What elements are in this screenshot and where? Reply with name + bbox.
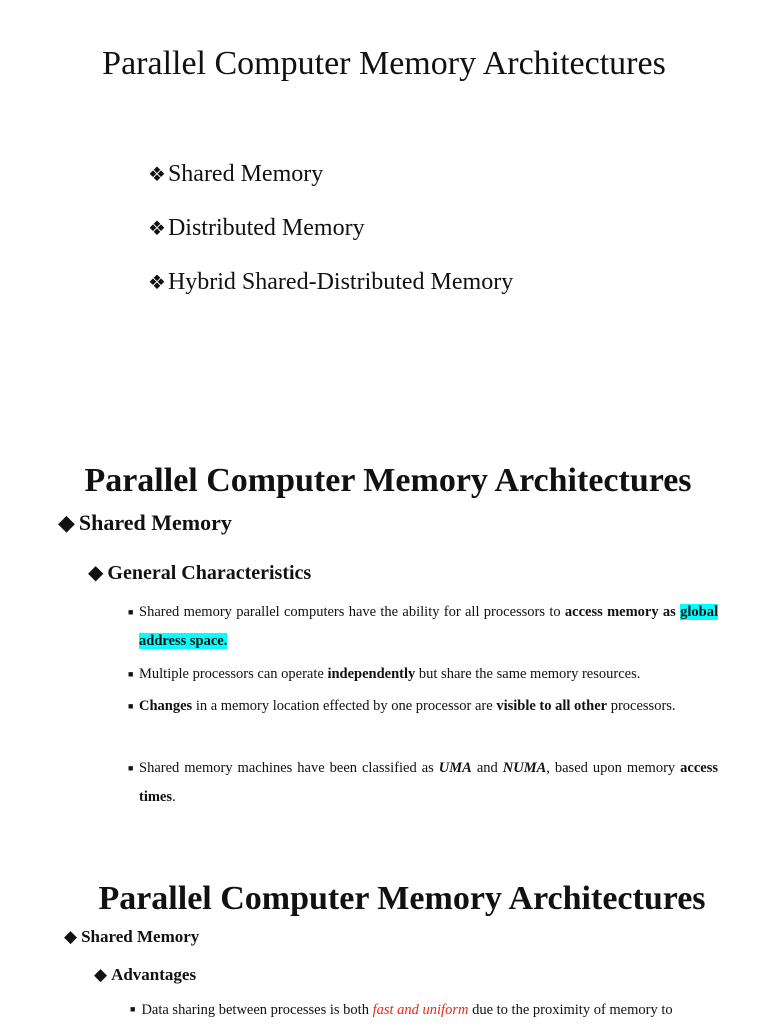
slide2-heading-label: Shared Memory — [78, 510, 232, 535]
slide3-point — [130, 996, 750, 1025]
text-run: due to the proximity of memory to — [468, 1002, 673, 1018]
text-run: . — [172, 789, 176, 805]
point-text — [139, 692, 718, 721]
slide2-subheading — [88, 557, 311, 588]
text-run: Multiple processors can operate — [139, 666, 328, 682]
point-text — [139, 598, 718, 656]
four-diamond-icon: ❖ — [148, 270, 166, 294]
slide1-item-label: Hybrid Shared-Distributed Memory — [167, 269, 514, 295]
point-text — [139, 754, 718, 812]
four-diamond-icon: ❖ — [148, 216, 166, 240]
text-run: Data sharing between processes is both — [141, 1002, 373, 1018]
slide3-subheading-label: Advantages — [111, 965, 197, 984]
text-run-bold: Changes — [139, 698, 193, 714]
text-run-red-italic: fast and uniform — [372, 1002, 469, 1018]
slide1-item-distributed-memory — [148, 212, 365, 244]
text-run: processors. — [607, 698, 676, 714]
text-run: Shared memory parallel computers have the ability for all processors to — [139, 604, 565, 620]
text-run-bold-italic: NUMA — [502, 760, 547, 776]
text-run-bold: access times — [139, 760, 718, 805]
slide3-subheading — [94, 961, 196, 989]
diamond-bullet-icon: ◆ — [88, 560, 104, 584]
text-run: but share the same memory resources. — [415, 666, 641, 682]
slide3-heading — [64, 923, 199, 951]
slide1-item-label: Distributed Memory — [167, 215, 365, 241]
four-diamond-icon: ❖ — [148, 162, 166, 186]
square-bullet-icon: ■ — [128, 763, 134, 773]
text-run: and — [471, 760, 503, 776]
text-run-bold: visible to all other — [496, 698, 608, 714]
text-run-bold-italic: UMA — [438, 760, 472, 776]
diamond-bullet-icon: ◆ — [94, 965, 108, 985]
highlighted-text: global address space. — [139, 604, 718, 649]
text-run-bold: access memory as — [564, 604, 676, 620]
slide2-point — [128, 692, 718, 721]
slide2-subheading-label: General Characteristics — [107, 562, 312, 584]
square-bullet-icon: ■ — [128, 607, 134, 617]
text-run-bold: independently — [327, 666, 416, 682]
diamond-bullet-icon: ◆ — [64, 927, 78, 947]
slide2-point — [128, 660, 718, 689]
square-bullet-icon: ■ — [128, 669, 134, 679]
square-bullet-icon: ■ — [130, 1004, 136, 1014]
text-run: in a memory location effected by one processor are — [192, 698, 497, 714]
slide3-heading-label: Shared Memory — [81, 927, 200, 946]
slide2-heading — [58, 506, 232, 541]
text-run: , based upon memory — [546, 760, 681, 776]
slide2-point — [128, 598, 718, 656]
slide1-item-shared-memory — [148, 158, 323, 190]
slide2-point — [128, 754, 718, 812]
slide1-title: Parallel Computer Memory Architectures — [102, 45, 666, 82]
point-text — [139, 660, 718, 689]
slide3-title: Parallel Computer Memory Architectures — [98, 880, 706, 917]
text-run: Shared memory machines have been classified as — [139, 760, 439, 776]
slide1-item-hybrid-memory — [148, 266, 513, 298]
square-bullet-icon: ■ — [128, 701, 134, 711]
diamond-bullet-icon: ◆ — [58, 511, 75, 536]
slide1-item-label: Shared Memory — [167, 161, 324, 187]
slide2-title: Parallel Computer Memory Architectures — [84, 462, 692, 499]
